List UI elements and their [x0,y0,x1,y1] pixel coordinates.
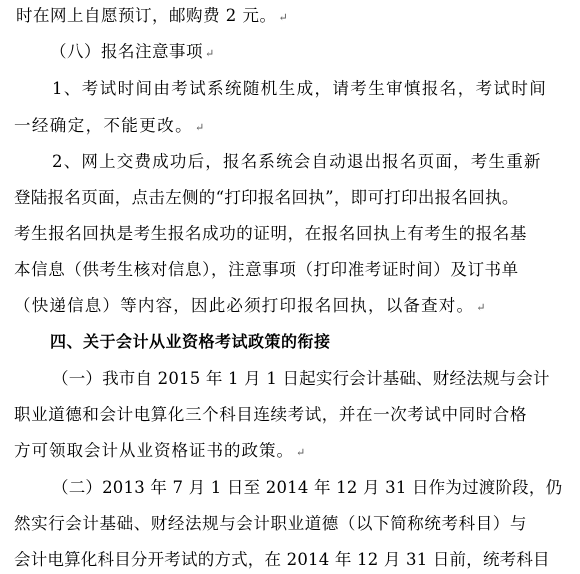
text-line-7 [14,220,527,248]
line-text: 时在网上自愿预订，邮购费 2 元。 [16,6,277,25]
text-line-3 [52,75,570,103]
text-line-6 [14,184,519,212]
text-line-9 [14,292,486,320]
line-text: （快递信息）等内容，因此必须打印报名回执，以备查对。 [14,296,475,315]
text-line-15 [14,510,527,538]
section-heading-4 [50,328,331,356]
line-text: 然实行会计基础、财经法规与会计职业道德（以下简称统考科目）与 [14,514,527,533]
line-text: 会计电算化科目分开考试的方式，在 2014 年 12 月 31 日前，统考科目 [14,550,550,569]
line-text: 职业道德和会计电算化三个科目连续考试，并在一次考试中同时合格 [14,405,527,424]
paragraph-mark-icon: ↵ [296,446,306,459]
line-text: （二）2013 年 7 月 1 日至 2014 年 12 月 31 日作为过渡阶段，仍 [52,478,563,497]
text-line-14 [52,474,562,502]
line-text: 登陆报名页面，点击左侧的“打印报名回执”，即可打印出报名回执。 [14,188,519,207]
paragraph-mark-icon: ↵ [205,47,215,60]
text-line-1 [16,2,288,30]
line-text: 考生报名回执是考生报名成功的证明，在报名回执上有考生的报名基 [14,224,527,243]
text-line-5 [52,148,542,176]
paragraph-mark-icon: ↵ [476,301,486,314]
line-text: 一经确定，不能更改。 [14,116,193,135]
line-text: （八）报名注意事项 [50,42,203,61]
line-text: （一）我市自 2015 年 1 月 1 日起实行会计基础、财经法规与会计 [52,369,550,388]
line-text: 方可领取会计从业资格证书的政策。 [14,441,294,460]
text-line-12 [14,401,527,429]
line-text: 1、考试时间由考试系统随机生成，请考生审慎报名，考试时间 [52,79,548,98]
text-line-13 [14,437,306,465]
line-text: 2、网上交费成功后，报名系统会自动退出报名页面，考生重新 [52,152,542,171]
line-text: 本信息（供考生核对信息），注意事项（打印准考证时间）及订书单 [14,260,519,279]
section-heading-8 [50,38,215,66]
text-line-11 [52,365,550,393]
paragraph-mark-icon: ↵ [195,121,205,134]
heading-text: 四、关于会计从业资格考试政策的衔接 [50,332,331,351]
text-line-8 [14,256,519,284]
text-line-4 [14,112,205,140]
paragraph-mark-icon: ↵ [278,11,289,24]
